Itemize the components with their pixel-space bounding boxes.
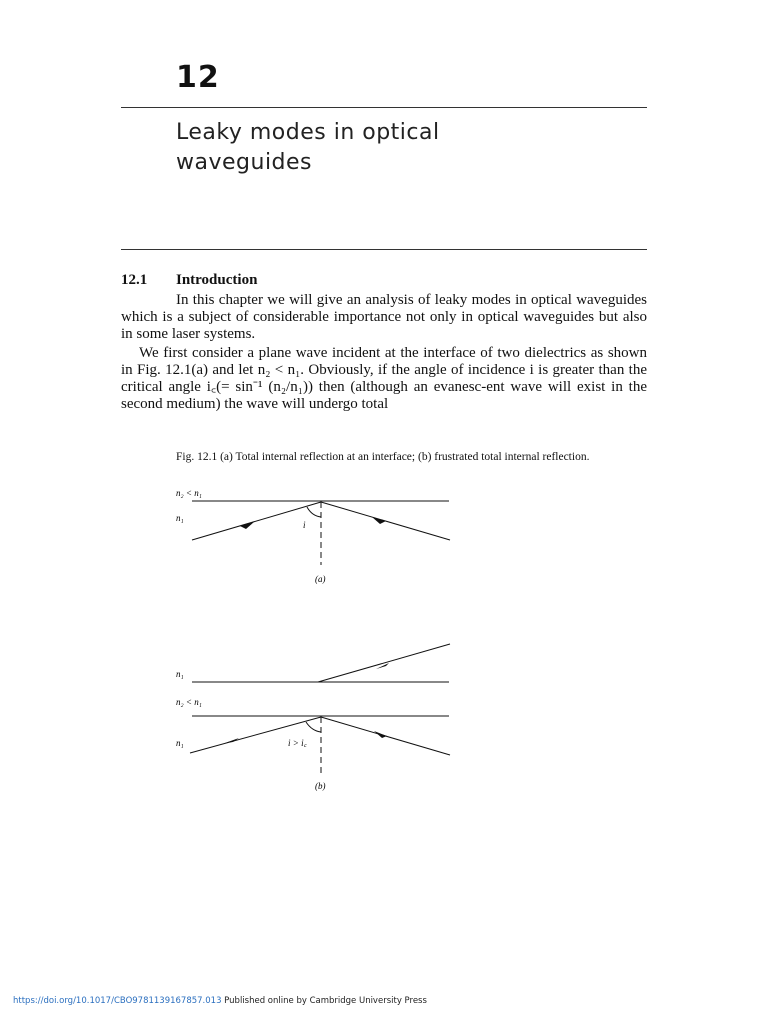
panel-b-label-top: n₁ [176,669,184,679]
panel-a-diagram [176,488,450,584]
chapter-number: 12 [176,60,220,95]
panel-b-angle-label: i > i꜀ [288,738,307,748]
figure-caption: Fig. 12.1 (a) Total internal reflection at an interface; (b) frustrated total internal reflection. [176,451,590,463]
panel-a-label-top: n₂ < n₁ [176,488,202,498]
panel-a-angle-arc [307,507,321,517]
chapter-title-line-1: Leaky modes in optical [176,120,440,145]
panel-a-angle-label: i [303,520,306,530]
chapter-title-line-2: waveguides [176,150,313,175]
panel-b-reflected-arrow [374,731,387,738]
panel-a-reflected-arrow [372,517,386,524]
section-number: 12.1 [121,272,148,288]
panel-a-label-bottom: n₁ [176,513,184,523]
paragraph-2-text: We first consider a plane wave incident at the interface of two dielectrics as shown in Fig. 12.1(a) and let n₂ < n₁. Obviously, if the angle of incidence i is greater than the critical angle i꜀(= sin⁻¹ (n₂/n₁)) then (although an evanesc-ent wave will exist in the second medium) the wave will undergo total [121,345,647,412]
panel-a-incident-arrow [240,522,254,529]
panel-b-angle-arc [306,722,321,732]
section-title: Introduction [176,272,258,288]
panel-b-caption-label: (b) [315,781,326,791]
panel-b-diagram [176,644,450,791]
panel-b-label-mid: n₂ < n₁ [176,697,202,707]
panel-a-incident-ray [192,502,321,540]
panel-b-transmitted-ray [318,644,450,682]
panel-a-caption-label: (a) [315,574,326,584]
paragraph-1-text: In this chapter we will give an analysis of leaky modes in optical waveguides which is a subject of considerable importance not only in optical waveguides but also in some laser systems. [121,292,647,342]
footer [13,996,427,1006]
doi-link[interactable]: https://doi.org/10.1017/CBO9781139167857.013 [13,996,222,1006]
published-note: Published online by Cambridge University Press [221,996,427,1006]
panel-b-label-bottom: n₁ [176,738,184,748]
